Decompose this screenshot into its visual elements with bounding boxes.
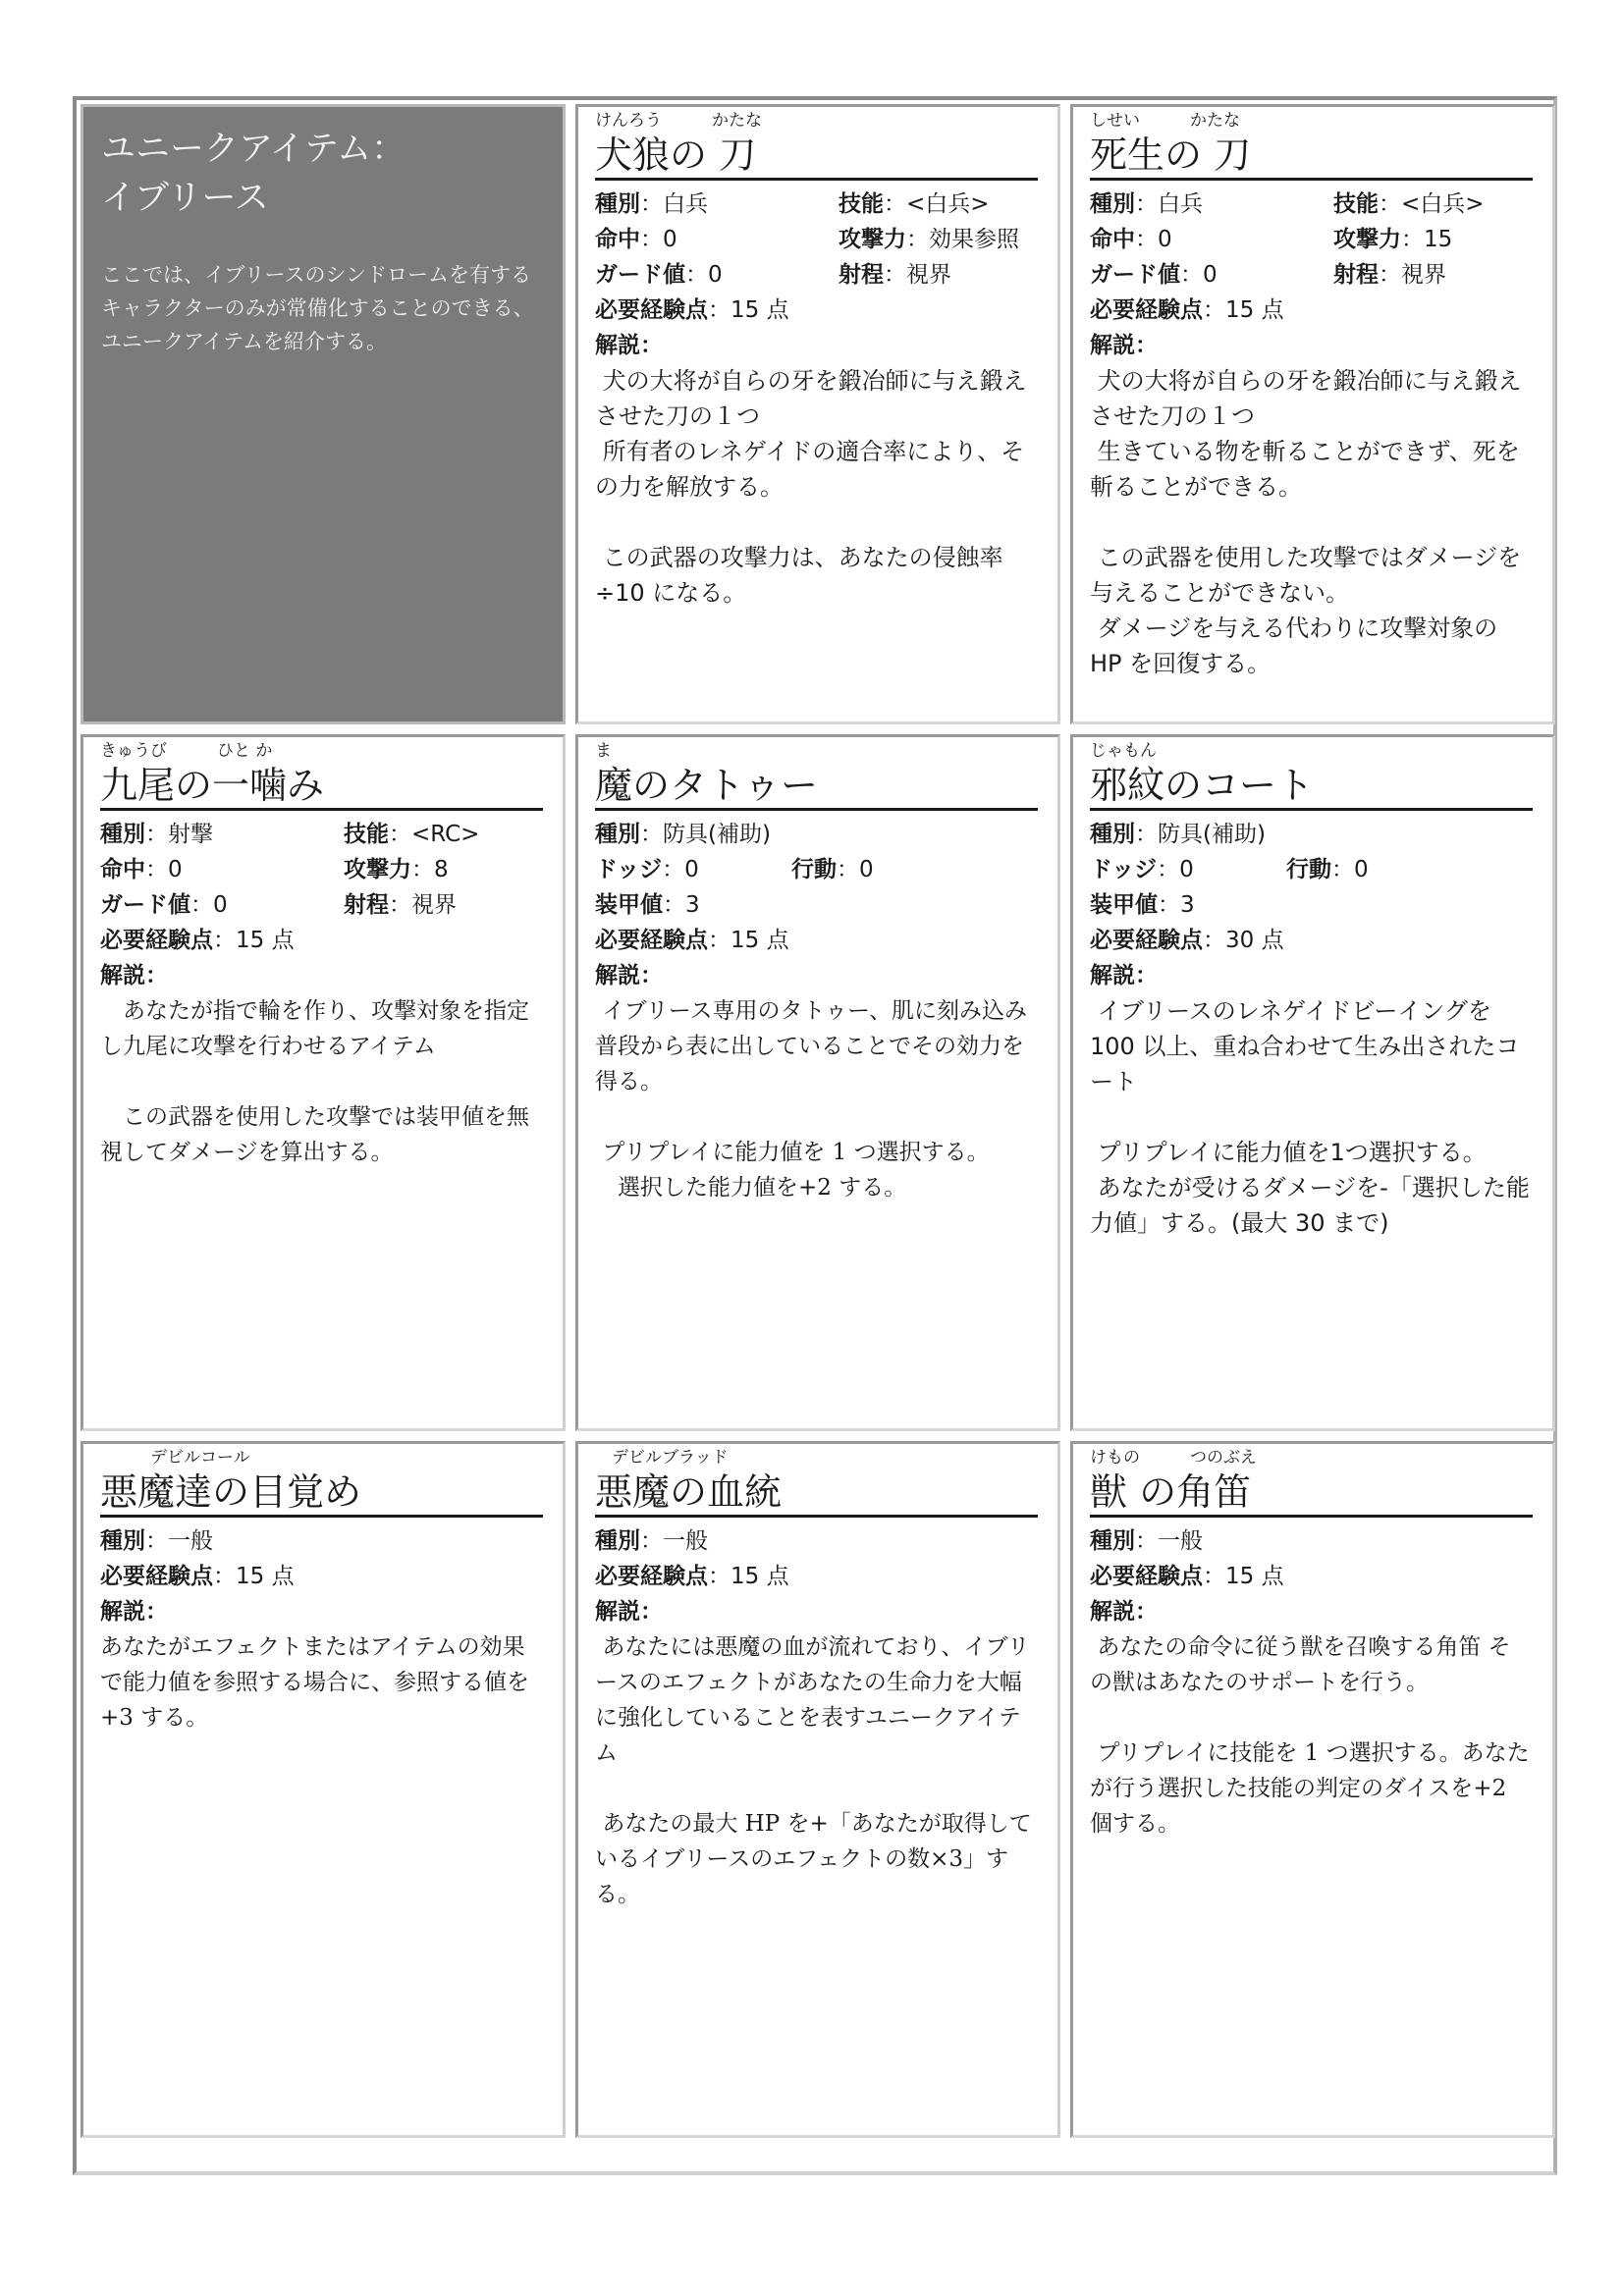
item-card-ma-tattoo [575,734,1060,1431]
stat-row: 種別：防具(補助) [1090,822,1266,847]
stat-row: ドッジ：0 行動：0 [1090,857,1369,882]
stat-value: 白兵 [1158,191,1203,217]
stat-label: ガード値 [1090,262,1180,288]
exp-row: 必要経験点：15 点 [595,1564,789,1589]
stat-row: 命中：0 攻撃力：15 [1090,227,1453,252]
stat-row: 命中：0 攻撃力：効果参照 [595,227,1019,252]
stat-label: 命中 [595,227,640,252]
exp-label: 必要経験点 [595,297,708,323]
desc-label: 解説： [100,1599,168,1625]
desc-label: 解説： [595,333,663,358]
stat-value: <白兵> [1401,191,1485,217]
stat-row: 種別：射撃 技能：<RC> [100,822,480,847]
item-description: 犬の大将が自らの牙を鍛冶師に与え鍛えさせた刀の１つ 生きている物を斬ることができず、死を斬ることができる。 この武器を使用した攻撃ではダメージを与えることができない。 ダメージを与える代わりに攻撃対象の HP を回復する。 [1090,367,1522,677]
stat-value: 0 [708,262,723,288]
stat-value: 0 [1354,857,1369,882]
desc-label: 解説： [1090,963,1158,988]
exp-value: 15 点 [731,1564,789,1589]
item-description: イブリース専用のタトゥー、肌に刻み込み普段から表に出していることでその効力を得る。 プリプレイに能力値を 1 つ選択する。 選択した能力値を+2 する。 [595,998,1028,1201]
exp-label: 必要経験点 [100,1564,213,1589]
exp-label: 必要経験点 [1090,297,1203,323]
exp-row: 必要経験点：15 点 [100,1564,295,1589]
item-description: イブリースのレネゲイドビーイングを 100 以上、重ね合わせて生み出されたコート プリプレイに能力値を1つ選択する。 あなたが受けるダメージを-「選択した能力値」する。(最大 30 まで) [1090,997,1530,1237]
exp-value: 15 点 [1225,297,1284,323]
item-name: 獣 の角笛 [1090,1469,1533,1518]
desc-label: 解説： [595,963,663,988]
item-description: あなたが指で輪を作り、攻撃対象を指定し九尾に攻撃を行わせるアイテム この武器を使用した攻撃では装甲値を無視してダメージを算出する。 [100,998,529,1165]
stat-value: 8 [434,857,449,882]
stat-label: 技能 [1333,191,1379,217]
desc-label: 解説： [100,963,168,988]
stat-label: 射程 [839,262,884,288]
intro-title: ユニークアイテム： イブリース [101,130,406,218]
exp-value: 15 点 [1225,1564,1284,1589]
stat-value: 効果参照 [929,227,1019,252]
stat-row: 装甲値：3 [595,892,700,918]
stat-value: <白兵> [906,191,990,217]
exp-label: 必要経験点 [100,928,213,953]
stat-label: ガード値 [100,892,190,918]
item-name-ruby: きゅうび ひと か [100,741,273,761]
stat-label: 技能 [839,191,884,217]
item-name-ruby: ま [595,741,612,761]
stat-label: 射程 [1333,262,1379,288]
stat-value: 0 [859,857,874,882]
stat-label: 行動 [1286,857,1331,882]
stat-value: 一般 [168,1528,213,1554]
stat-value: 白兵 [663,191,708,217]
stat-value: 15 [1424,227,1453,252]
exp-label: 必要経験点 [595,1564,708,1589]
stat-label: 攻撃力 [839,227,906,252]
stat-label: 技能 [344,822,389,847]
stat-value: 0 [1203,262,1218,288]
stat-row: 種別：防具(補助) [595,822,771,847]
intro-panel [81,104,566,724]
stat-value: 0 [1179,857,1194,882]
stat-label: 種別 [1090,822,1135,847]
item-name: 九尾の一噛み [100,763,543,811]
stat-value: 3 [1180,892,1195,918]
stat-row: ガード値：0 射程：視界 [595,262,951,288]
item-card-jamon-coat [1070,734,1555,1431]
desc-label: 解説： [1090,1599,1158,1625]
stat-row: ドッジ：0 行動：0 [595,857,874,882]
stat-label: 装甲値 [1090,892,1158,918]
exp-value: 15 点 [731,297,789,323]
item-card-kenrou-katana [575,104,1060,724]
exp-row: 必要経験点：15 点 [1090,1564,1284,1589]
stat-label: 種別 [100,822,145,847]
exp-value: 30 点 [1225,928,1284,953]
stat-label: 攻撃力 [1333,227,1401,252]
item-card-kyuubi [81,734,566,1431]
stat-value: 射撃 [168,822,213,847]
stat-value: 0 [213,892,228,918]
stat-label: 命中 [1090,227,1135,252]
item-name-ruby: デビルブラッド [595,1448,729,1468]
stat-row: 種別：一般 [1090,1528,1203,1554]
stat-label: 種別 [1090,191,1135,217]
exp-row: 必要経験点：15 点 [595,928,789,953]
stat-value: 0 [1158,227,1172,252]
stat-label: ガード値 [595,262,685,288]
item-description: あなたの命令に従う獣を召喚する角笛 その獣はあなたのサポートを行う。 プリプレイに技能を 1 つ選択する。あなたが行う選択した技能の判定のダイスを+2 個する。 [1090,1634,1530,1837]
stat-label: 種別 [595,1528,640,1554]
exp-label: 必要経験点 [1090,928,1203,953]
exp-row: 必要経験点：15 点 [1090,297,1284,323]
stat-label: 種別 [100,1528,145,1554]
exp-label: 必要経験点 [1090,1564,1203,1589]
item-name: 悪魔の血統 [595,1469,1038,1518]
stat-label: ドッジ [595,857,663,882]
exp-value: 15 点 [236,1564,295,1589]
stat-value: 0 [168,857,183,882]
stat-row: 種別：白兵 技能：<白兵> [595,191,990,217]
stat-label: 種別 [595,191,640,217]
stat-value: 視界 [411,892,457,918]
desc-label: 解説： [595,1599,663,1625]
stat-row: 命中：0 攻撃力：8 [100,857,449,882]
item-card-grid [81,104,1553,2175]
item-name: 邪紋のコート [1090,763,1533,811]
stat-row: ガード値：0 射程：視界 [1090,262,1446,288]
stat-label: 種別 [595,822,640,847]
item-name-ruby: しせい かたな [1090,111,1240,131]
item-name: 魔のタトゥー [595,763,1038,811]
exp-row: 必要経験点：15 点 [100,928,295,953]
item-name-ruby: じゃもん [1090,741,1157,761]
stat-value: 一般 [1158,1528,1203,1554]
item-card-shisei-katana [1070,104,1555,724]
stat-row: ガード値：0 射程：視界 [100,892,457,918]
stat-label: 行動 [791,857,837,882]
item-name: 犬狼の 刀 [595,133,1038,181]
stat-value: 防具(補助) [1158,822,1266,847]
item-description: 犬の大将が自らの牙を鍛冶師に与え鍛えさせた刀の１つ 所有者のレネゲイドの適合率により、その力を解放する。 この武器の攻撃力は、あなたの侵蝕率÷10 になる。 [595,367,1027,607]
stat-value: 0 [684,857,699,882]
stat-value: 視界 [1401,262,1446,288]
stat-value: 一般 [663,1528,708,1554]
item-name-ruby: デビルコール [100,1448,250,1468]
stat-row: 種別：白兵 技能：<白兵> [1090,191,1485,217]
stat-row: 種別：一般 [100,1528,213,1554]
item-card-devil-call [81,1441,566,2138]
intro-text: ここでは、イブリースのシンドロームを有するキャラクターのみが常備化することのできる、ユニークアイテムを紹介する。 [101,263,534,353]
stat-row: 装甲値：3 [1090,892,1195,918]
stat-value: 3 [685,892,700,918]
stat-label: 攻撃力 [344,857,411,882]
stat-value: 視界 [906,262,951,288]
exp-label: 必要経験点 [595,928,708,953]
stat-value: 防具(補助) [663,822,771,847]
stat-label: 射程 [344,892,389,918]
stat-value: 0 [663,227,677,252]
item-name-ruby: けもの つのぶえ [1090,1448,1257,1468]
stat-label: 装甲値 [595,892,663,918]
exp-value: 15 点 [731,928,789,953]
item-name: 死生の 刀 [1090,133,1533,181]
desc-label: 解説： [1090,333,1158,358]
item-name-ruby: けんろう かたな [595,111,762,131]
item-card-kemono-horn [1070,1441,1555,2138]
stat-label: ドッジ [1090,857,1158,882]
exp-row: 必要経験点：15 点 [595,297,789,323]
exp-row: 必要経験点：30 点 [1090,928,1284,953]
stat-row: 種別：一般 [595,1528,708,1554]
exp-value: 15 点 [236,928,295,953]
item-description: あなたには悪魔の血が流れており、イブリースのエフェクトがあなたの生命力を大幅に強化していることを表すユニークアイテム あなたの最大 HP を+「あなたが取得しているイブリースのエフェクトの数×3」する。 [595,1634,1032,1907]
item-name: 悪魔達の目覚め [100,1469,543,1518]
stat-value: <RC> [411,822,480,847]
stat-label: 種別 [1090,1528,1135,1554]
item-description: あなたがエフェクトまたはアイテムの効果で能力値を参照する場合に、参照する値を+3 する。 [100,1634,529,1731]
stat-label: 命中 [100,857,145,882]
item-card-devil-blood [575,1441,1060,2138]
